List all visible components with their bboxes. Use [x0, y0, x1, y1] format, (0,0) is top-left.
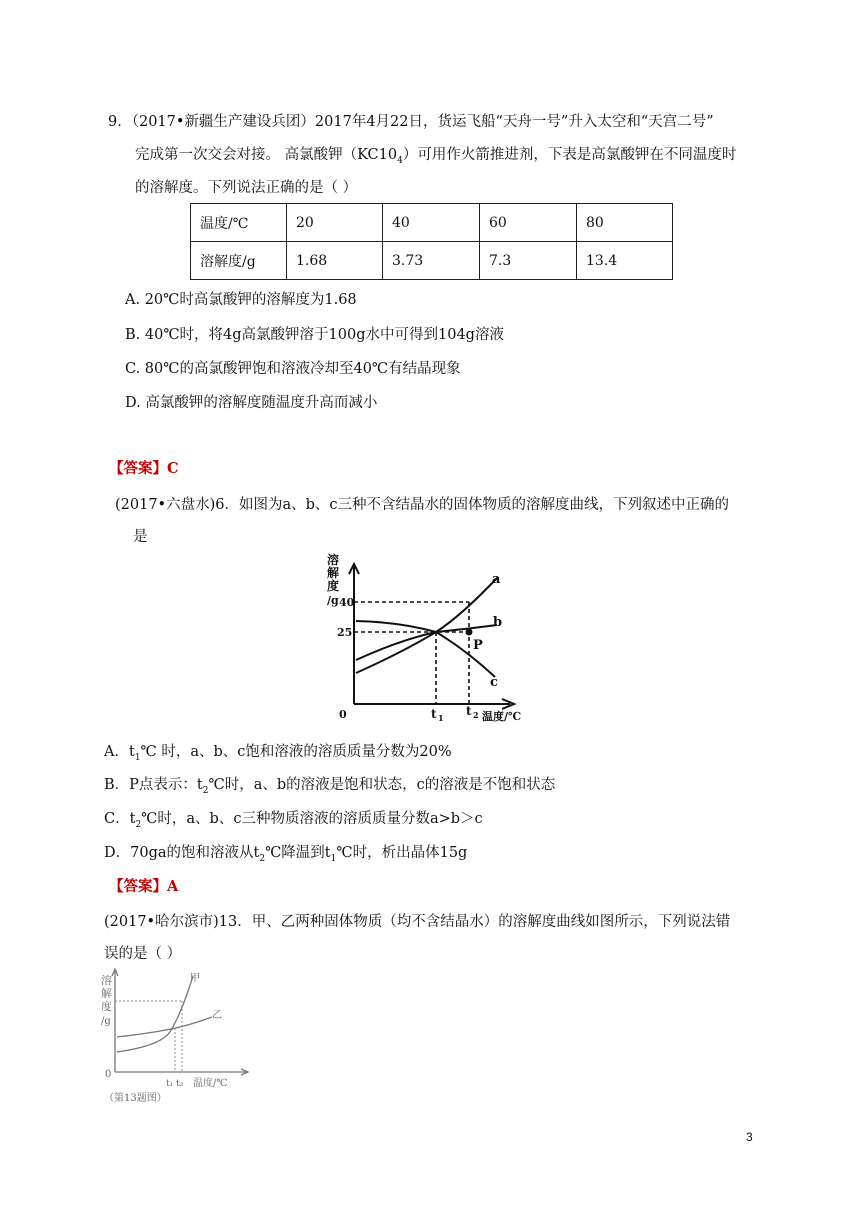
point-label-p: P: [473, 638, 483, 653]
table-cell: 60: [480, 204, 577, 242]
x-tick-t1: t: [431, 707, 437, 721]
curve-label-c: c: [490, 675, 498, 690]
curve-label-a: a: [492, 572, 501, 587]
curve-label-yi: 乙: [212, 1010, 222, 1021]
origin-label: 0: [339, 708, 347, 721]
q9-line2: [135, 145, 736, 171]
q6-option-d-sub2: 1: [330, 853, 337, 864]
q13-line1: (2017•哈尔滨市)13．甲、乙两种固体物质（均不含结晶水）的溶解度曲线如图所示，下列说法错: [104, 914, 731, 930]
q9-line2-tail: ）可用作火箭推进剂，下表是高氯酸钾在不同温度时: [402, 147, 737, 163]
y-label-4: /g: [101, 1016, 111, 1027]
q9-line3: 的溶解度。下列说法正确的是（ ）: [135, 180, 358, 196]
q6-option-d: [104, 843, 467, 869]
x-tick-t2: t: [466, 704, 472, 718]
y-label-1: 溶: [327, 553, 340, 567]
curve-label-jia: 甲: [190, 973, 200, 984]
table-cell: 40: [383, 204, 480, 242]
x-ticks: t₁ t₂: [166, 1079, 184, 1089]
q6-option-b-sub: 2: [202, 785, 209, 796]
y-label-3: 度: [327, 579, 340, 593]
q6-option-a-sub: 1: [134, 752, 141, 763]
q6-line2: 是: [133, 529, 148, 545]
q6-option-a-post: ℃ 时，a、b、c饱和溶液的溶质质量分数为20%: [140, 744, 452, 760]
q6-option-c-sub: 2: [135, 819, 142, 830]
table-cell: 3.73: [383, 242, 480, 280]
curve-yi: [117, 1017, 212, 1037]
curve-label-b: b: [493, 615, 503, 630]
figure-caption: （第13题图）: [104, 1093, 167, 1104]
q6-option-c-pre: C．: [104, 811, 130, 827]
solubility-table: [190, 203, 673, 280]
q6-option-b-pre: B．P点表示：t: [104, 777, 203, 793]
table-row: [191, 242, 673, 280]
table-cell: 13.4: [577, 242, 673, 280]
x-tick-t1-sub: 1: [438, 713, 444, 723]
table-cell: 7.3: [480, 242, 577, 280]
q6-option-d-mid: ℃降温到t: [265, 845, 331, 861]
q6-option-a: [104, 742, 452, 768]
q6-option-b: [104, 775, 555, 801]
q9-option-a: A. 20℃时高氯酸钾的溶解度为1.68: [125, 292, 357, 308]
q6-option-c-post: ℃时，a、b、c三种物质溶液的溶质质量分数a>b＞c: [141, 811, 483, 827]
table-cell-label: 温度/℃: [191, 204, 287, 242]
q9-line1: 9．（2017•新疆生产建设兵团）2017年4月22日，货运飞船“天舟一号”升入太空和“天宫二号”: [108, 114, 714, 130]
q6-line1: (2017•六盘水)6．如图为a、b、c三种不含结晶水的固体物质的溶解度曲线，下列叙述中正确的: [115, 497, 730, 513]
q9-line2-text: 完成第一次交会对接。 高氯酸钾（KC10: [135, 147, 398, 163]
q6-option-d-pre: D．70ga的饱和溶液从t: [104, 845, 260, 861]
q6-option-a-pre: A．t: [104, 744, 135, 760]
q9-answer: 【答案】C: [109, 460, 179, 477]
q6-option-d-post: ℃时，析出晶体15g: [336, 845, 468, 861]
y-label-3: 度: [101, 1000, 112, 1013]
table-cell: 80: [577, 204, 673, 242]
y-tick-40: 40: [339, 596, 355, 609]
point-p: [466, 629, 473, 636]
q6-option-d-sub1: 2: [259, 853, 266, 864]
q6-option-c-mid: t: [129, 811, 136, 827]
table-cell-label: 溶解度/g: [191, 242, 287, 280]
origin-label: 0: [105, 1069, 112, 1080]
x-tick-t2-sub: 2: [473, 710, 479, 720]
table-cell: 20: [287, 204, 383, 242]
x-label: 温度/℃: [193, 1078, 228, 1089]
q6-option-c: [104, 809, 483, 835]
q6-answer: 【答案】A: [109, 878, 179, 895]
solubility-curve-figure-abc: [325, 552, 525, 724]
q9-option-b: B. 40℃时，将4g高氯酸钾溶于100g水中可得到104g溶液: [125, 327, 504, 343]
q9-option-d: D. 高氯酸钾的溶解度随温度升高而减小: [125, 395, 378, 411]
y-label-4: /g: [327, 594, 339, 607]
y-label-2: 解: [101, 987, 112, 1000]
x-label: 温度/℃: [482, 710, 522, 723]
y-label-1: 溶: [101, 974, 112, 987]
q6-option-b-post: ℃时，a、b的溶液是饱和状态，c的溶液是不饱和状态: [208, 777, 556, 793]
y-label-2: 解: [327, 566, 340, 580]
solubility-curve-figure-jia-yi: [100, 966, 260, 1110]
page-number: 3: [746, 1130, 753, 1144]
table-row: [191, 204, 673, 242]
q13-line2: 误的是（ ）: [104, 946, 182, 962]
curve-a: [356, 577, 498, 673]
q9-option-c: C. 80℃的高氯酸钾饱和溶液冷却至40℃有结晶现象: [125, 361, 461, 377]
table-cell: 1.68: [287, 242, 383, 280]
y-tick-25: 25: [337, 626, 353, 639]
q9-line2-sub: 4: [397, 155, 403, 166]
